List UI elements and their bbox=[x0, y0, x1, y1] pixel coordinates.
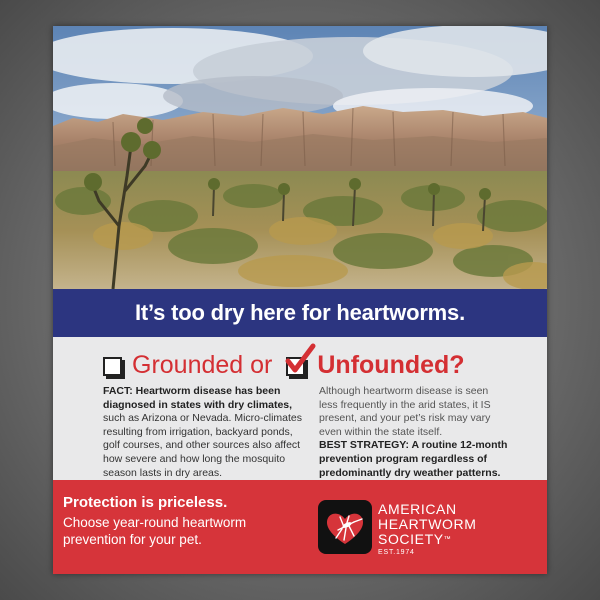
logo-established: EST.1974 bbox=[378, 549, 415, 556]
logo-society-text: SOCIETY bbox=[378, 531, 444, 547]
strategy-lead: BEST STRATEGY: A routine 12-month prevention program regardless of predominantly dry weather patterns. bbox=[319, 439, 508, 479]
promo-body: Choose year-round heartworm prevention for your pet. bbox=[63, 515, 247, 547]
logo-trademark: ™ bbox=[443, 536, 452, 543]
logo-line-american: AMERICAN bbox=[378, 501, 457, 517]
checked-checkbox-icon bbox=[286, 357, 305, 376]
desert-landscape-photo bbox=[53, 26, 547, 289]
heart-mosquito-logo-icon bbox=[318, 500, 372, 554]
strategy-body: Although heartworm disease is seen less frequently in the arid states, it IS present, and your pet’s risk may vary even within the state itself. bbox=[319, 385, 491, 438]
fact-body: such as Arizona or Nevada. Micro-climates resulting from irrigation, backyard ponds, golf courses, and other sources also affect how severe and how long the mosquito season lasts in dry areas. bbox=[103, 412, 302, 479]
empty-checkbox-icon bbox=[103, 357, 122, 376]
logo-line-heartworm: HEARTWORM bbox=[378, 516, 477, 532]
option-grounded: Grounded or bbox=[132, 350, 273, 379]
content-panel bbox=[53, 337, 547, 480]
strategy-column bbox=[319, 385, 509, 480]
promo-title: Protection is priceless. bbox=[63, 494, 228, 511]
promo-banner bbox=[53, 480, 547, 574]
poster bbox=[53, 26, 547, 574]
headline-text: It’s too dry here for heartworms. bbox=[135, 300, 465, 325]
fact-lead: FACT: Heartworm disease has been diagnosed in states with dry climates, bbox=[103, 385, 293, 411]
logo-line-society bbox=[378, 532, 476, 547]
fact-column bbox=[103, 385, 308, 480]
red-checkmark-icon bbox=[284, 343, 316, 377]
choice-row bbox=[103, 345, 465, 385]
option-unfounded: Unfounded? bbox=[317, 350, 465, 379]
logo-wordmark bbox=[378, 502, 476, 557]
headline-banner bbox=[53, 289, 547, 337]
